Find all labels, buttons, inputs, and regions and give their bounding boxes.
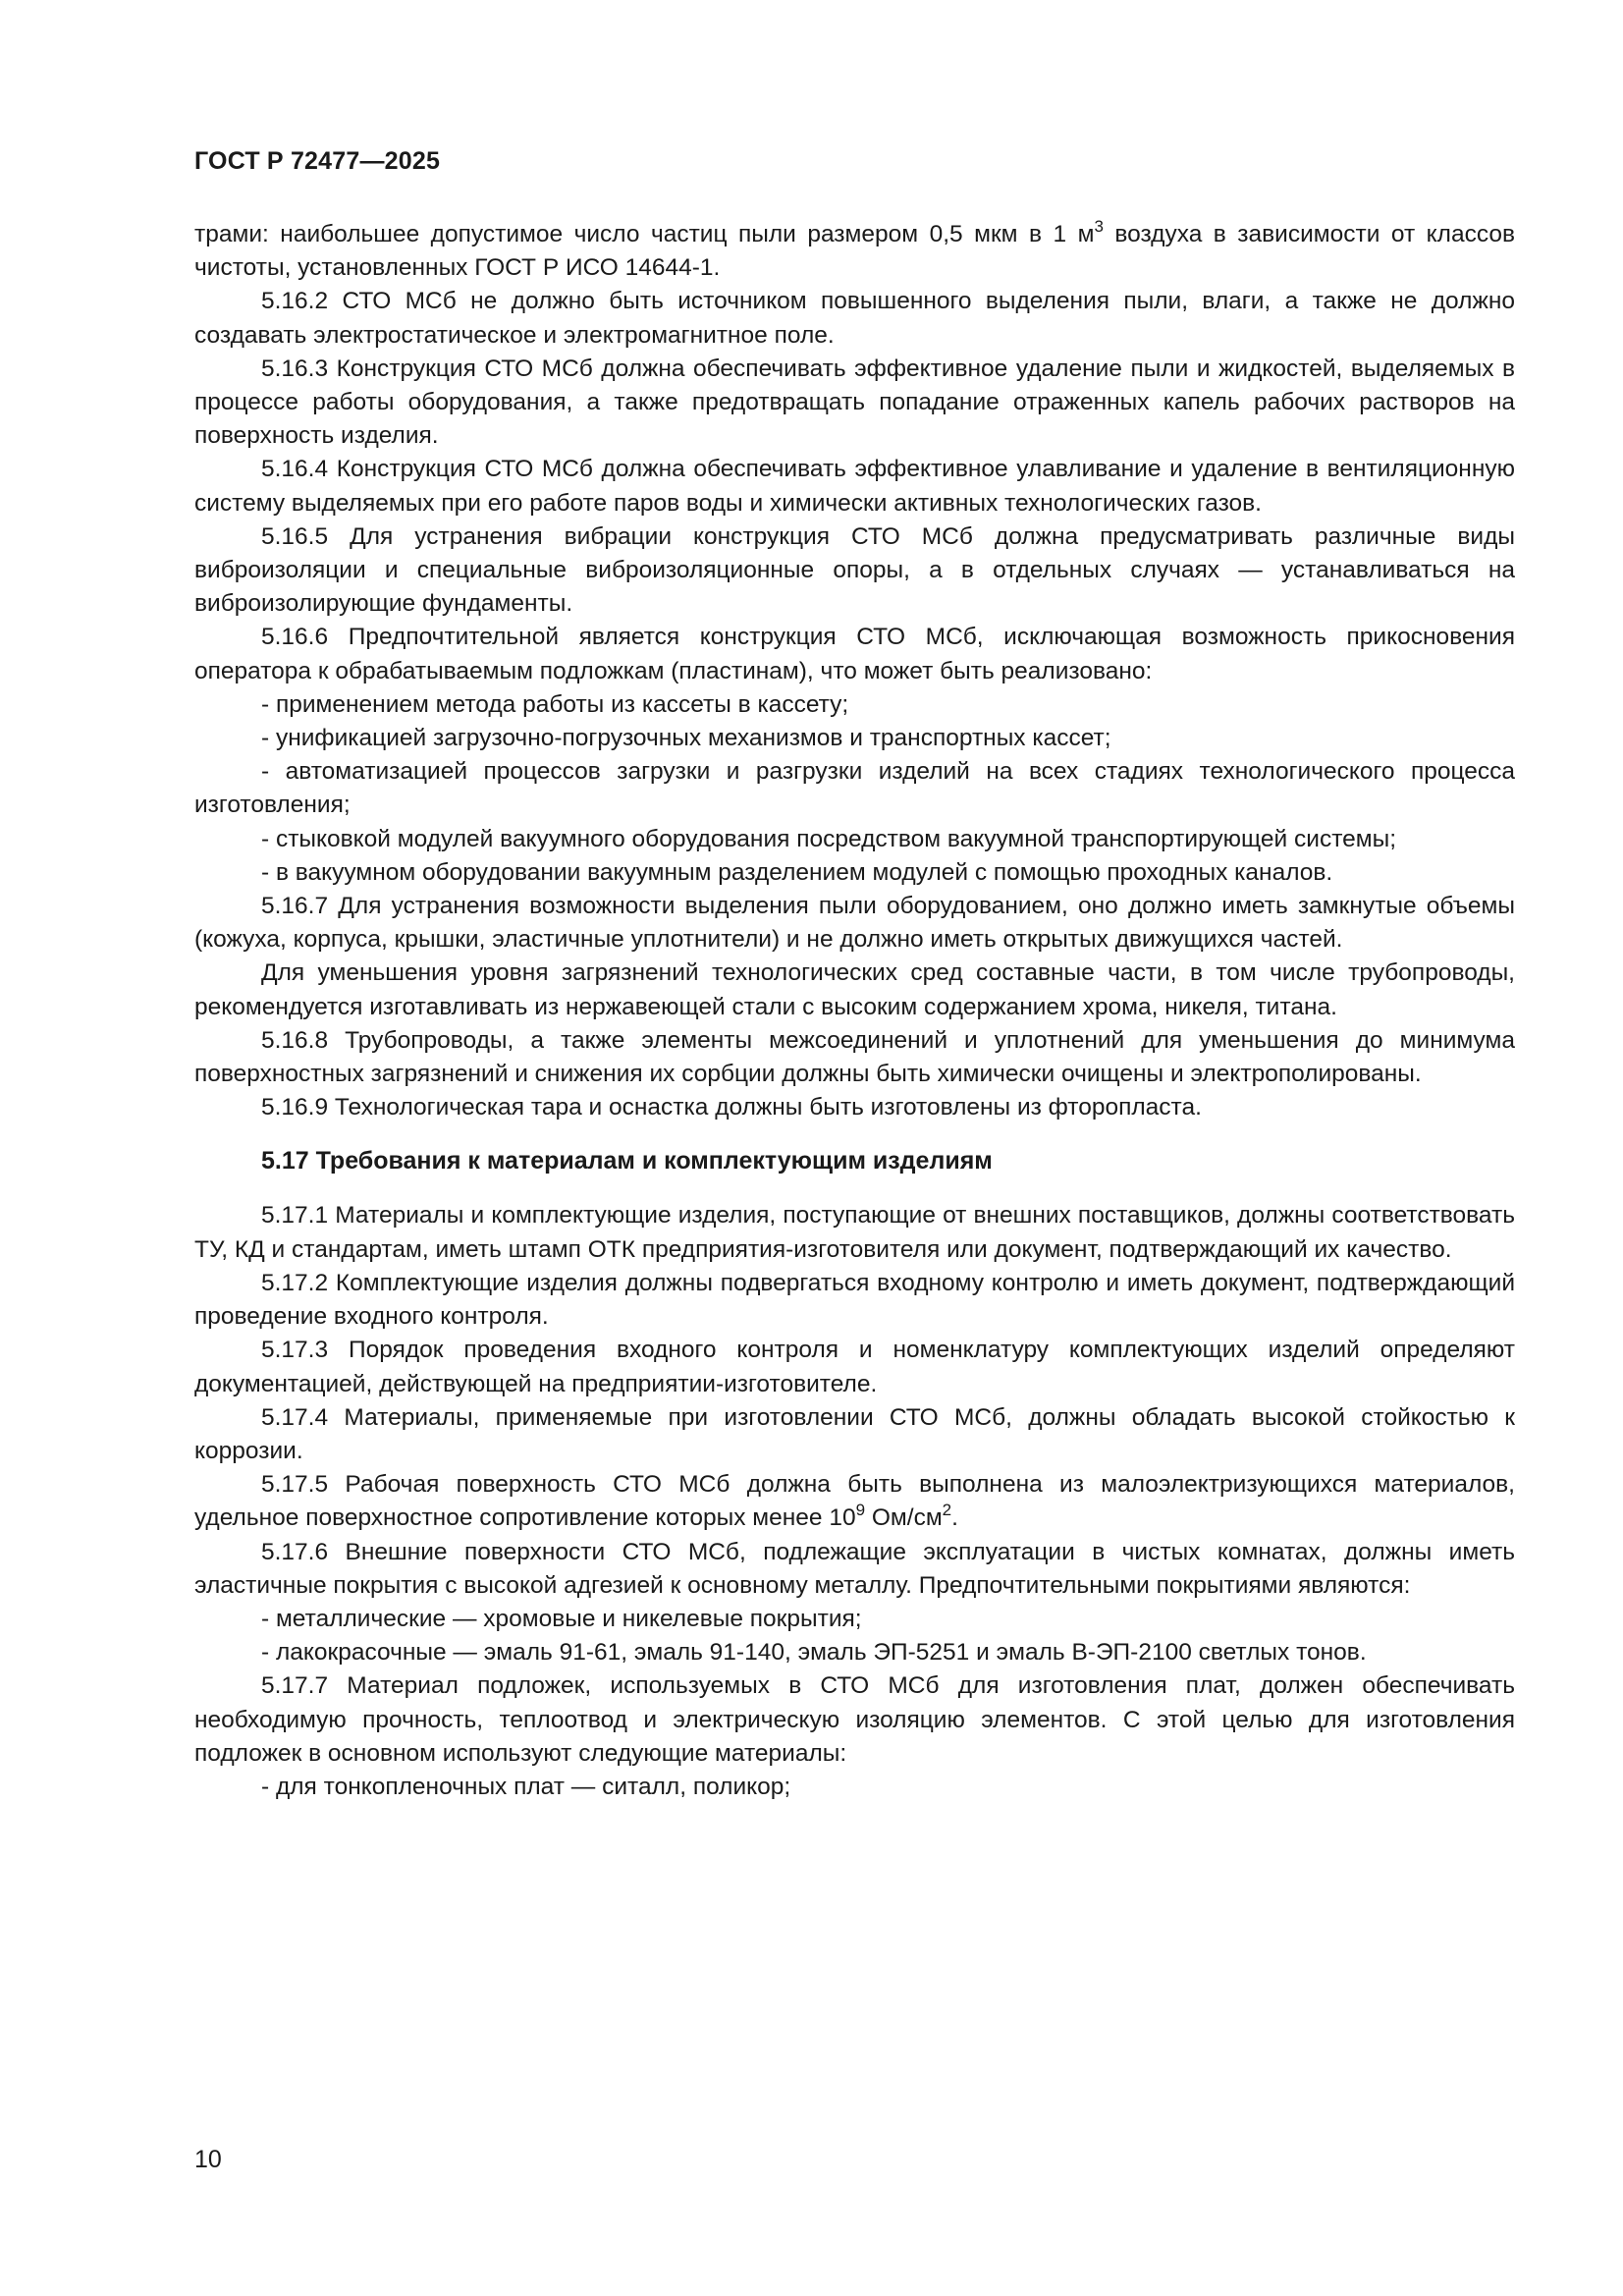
clause-5-16-2: 5.16.2 СТО МСб не должно быть источником повышенного выделения пыли, влаги, а также не должно создавать электростатическое и электромагнитное поле. — [194, 288, 1515, 349]
clause-5-16-6: 5.16.6 Предпочтительной является конструкция СТО МСб, исключающая возможность прикосновения оператора к обрабатываемым подложкам (пластинам), что может быть реализовано: — [194, 624, 1515, 684]
clause-5-16-9: 5.16.9 Технологическая тара и оснастка должны быть изготовлены из фторопласта. — [261, 1094, 1202, 1121]
list-item: - стыковкой модулей вакуумного оборудования посредством вакуумной транспортирующей системы; — [261, 825, 1397, 852]
superscript: 3 — [1094, 217, 1104, 236]
document-body — [194, 218, 1515, 1804]
clause-5-16-5: 5.16.5 Для устранения вибрации конструкция СТО МСб должна предусматривать различные виды виброизоляции и специальные виброизоляционные опоры, а в отдельных случаях — устанавливаться на виброизолирующие фундаменты. — [194, 522, 1515, 618]
clause-5-17-1: 5.17.1 Материалы и комплектующие изделия, поступающие от внешних поставщиков, должны соответствовать ТУ, КД и стандартам, иметь штамп ОТК предприятия-изготовителя или документ, подтверждающий их качество. — [194, 1202, 1515, 1263]
clause-5-17-4: 5.17.4 Материалы, применяемые при изготовлении СТО МСб, должны обладать высокой стойкостью к коррозии. — [194, 1403, 1515, 1464]
clause-5-16-7-note: Для уменьшения уровня загрязнений технологических сред составные части, в том числе трубопроводы, рекомендуется изготавливать из нержавеющей стали с высоким содержанием хрома, никеля, титана. — [194, 959, 1515, 1020]
list-item: - лакокрасочные — эмаль 91-61, эмаль 91-140, эмаль ЭП-5251 и эмаль В-ЭП-2100 светлых тонов. — [261, 1639, 1367, 1667]
clause-5-17-6: 5.17.6 Внешние поверхности СТО МСб, подлежащие эксплуатации в чистых комнатах, должны иметь эластичные покрытия с высокой адгезией к основному металлу. Предпочтительными покрытиями являются: — [194, 1538, 1515, 1599]
clause-5-17-3: 5.17.3 Порядок проведения входного контроля и номенклатуру комплектующих изделий определяют документацией, действующей на предприятии-изготовителе. — [194, 1337, 1515, 1397]
list-item: - металлические — хромовые и никелевые покрытия; — [261, 1605, 862, 1632]
clause-5-17-7: 5.17.7 Материал подложек, используемых в СТО МСб для изготовления плат, должен обеспечивать необходимую прочность, теплоотвод и электрическую изоляцию элементов. С этой целью для изготовления подложек в основном используют следующие материалы: — [194, 1672, 1515, 1767]
list-item: - применением метода работы из кассеты в кассету; — [261, 690, 849, 718]
paragraph-continuation: трами: наибольшее допустимое число частиц пыли размером 0,5 мкм в 1 $м^3$ воздуха в зависимости от классов чистоты, установленных ГОСТ Р ИСО 14644-1. — [194, 217, 1515, 282]
document-code-header: ГОСТ Р 72477—2025 — [194, 147, 441, 175]
superscript: 2 — [942, 1501, 952, 1520]
clause-5-16-4: 5.16.4 Конструкция СТО МСб должна обеспечивать эффективное улавливание и удаление в вентиляционную систему выделяемых при его работе паров воды и химически активных технологических газов. — [194, 456, 1515, 517]
clause-5-16-3: 5.16.3 Конструкция СТО МСб должна обеспечивать эффективное удаление пыли и жидкостей, выделяемых в процессе работы оборудования, а также предотвращать попадание отраженных капель рабочих растворов на поверхность изделия. — [194, 355, 1515, 450]
list-item: - в вакуумном оборудовании вакуумным разделением модулей с помощью проходных каналов. — [261, 858, 1333, 886]
clause-5-16-8: 5.16.8 Трубопроводы, а также элементы межсоединений и уплотнений для уменьшения до минимума поверхностных загрязнений и снижения их сорбции должны быть химически очищены и электрополированы. — [194, 1026, 1515, 1088]
clause-5-17-5: 5.17.5 Рабочая поверхность СТО МСб должна быть выполнена из малоэлектризующихся материалов, удельное поверхностное сопротивление которых менее $10^9$ $Ом/см^2$. — [194, 1471, 1515, 1532]
page-number: 10 — [194, 2146, 222, 2173]
list-item: - автоматизацией процессов загрузки и разгрузки изделий на всех стадиях технологического процесса изготовления; — [194, 758, 1515, 819]
list-item: - унификацией загрузочно-погрузочных механизмов и транспортных кассет; — [261, 725, 1111, 752]
clause-5-17-2: 5.17.2 Комплектующие изделия должны подвергаться входному контролю и иметь документ, подтверждающий проведение входного контроля. — [194, 1269, 1515, 1331]
superscript: 9 — [855, 1501, 866, 1520]
clause-5-16-7: 5.16.7 Для устранения возможности выделения пыли оборудованием, оно должно иметь замкнутые объемы (кожуха, корпуса, крышки, эластичные уплотнители) и не должно иметь открытых движущихся частей. — [194, 893, 1515, 954]
section-heading-5-17: 5.17 Требования к материалам и комплектующим изделиям — [261, 1147, 993, 1175]
list-item: - для тонкопленочных плат — ситалл, поликор; — [261, 1773, 791, 1800]
